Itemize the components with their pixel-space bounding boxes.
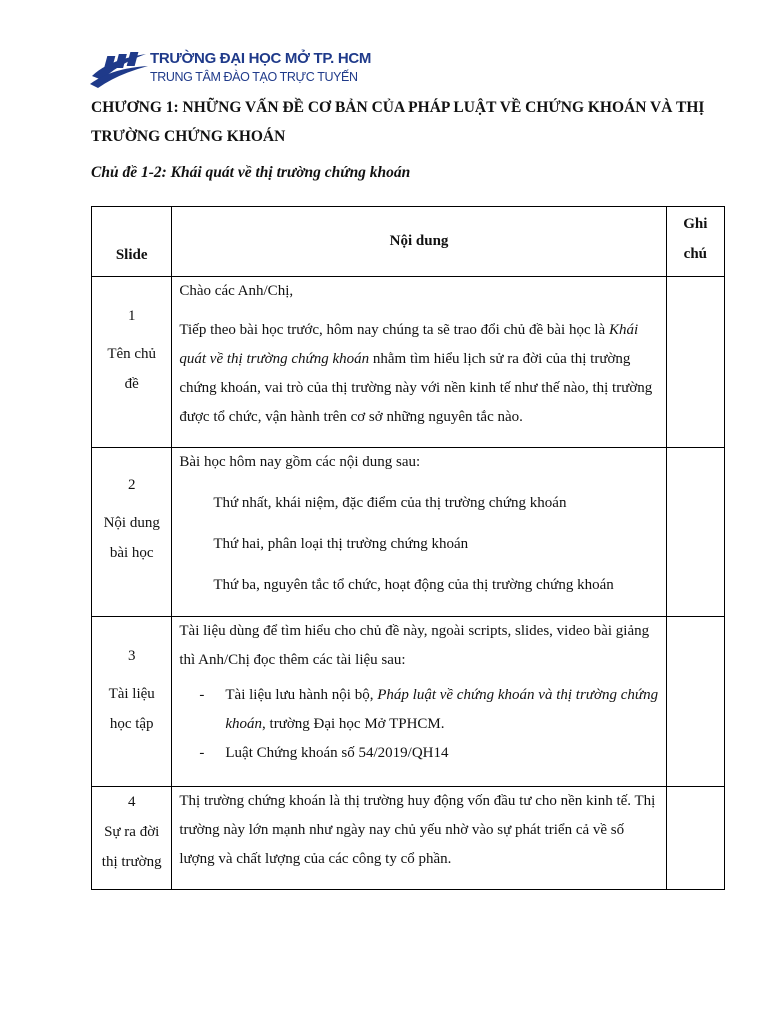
header-content-label: Nội dung [389,233,449,249]
book-wing-icon [88,46,150,92]
slide-name-line2: bài học [109,545,154,561]
slide-name-line1: Nội dung [103,515,160,531]
ref1-text-b: , trường Đại học Mở TPHCM. [262,716,445,732]
content-cell-3 [172,617,666,787]
table-row [92,617,725,787]
table-header-row [92,207,725,277]
ref1-text-a: Tài liệu lưu hành nội bộ, [225,687,378,703]
note-cell-2 [666,448,724,617]
content-item: Thứ nhất, khái niệm, đặc điểm của thị trường chứng khoán [213,495,567,511]
slide-name-line1: Tài liệu [108,686,155,702]
intro-text-a: Tiếp theo bài học trước, hôm nay chúng ta sẽ trao đổi chủ đề bài học là [179,322,609,338]
content-item: Thứ ba, nguyên tắc tổ chức, hoạt động của thị trường chứng khoán [213,577,614,593]
ref1-text-italic: Pháp luật về chứng khoán và thị trường chứng khoán [225,687,659,732]
slide-name-line1: Sự ra đời [104,824,160,840]
materials-intro: Tài liệu dùng để tìm hiểu cho chủ đề này, ngoài scripts, slides, video bài giảng thì Anh/Chị đọc thêm các tài liệu sau: [179,623,650,668]
slide-name-line2: học tập [109,716,154,732]
note-cell-3 [666,617,724,787]
header-note [666,207,724,277]
intro-text-b: nhằm tìm hiểu lịch sử ra đời của thị trường chứng khoán, vai trò của thị trường này với nền kinh tế như thế nào, thị trường được tổ chức, vận hành trên cơ sở những nguyên tắc nào. [179,351,653,425]
content-item: Thứ hai, phân loại thị trường chứng khoán [213,536,469,552]
slide-cell-3 [92,617,172,787]
note-cell-4 [666,787,724,890]
intro-paragraph [179,316,659,432]
chapter-title: CHƯƠNG 1: NHỮNG VẤN ĐỀ CƠ BẢN CỦA PHÁP LUẬT VỀ CHỨNG KHOÁN VÀ THỊ TRƯỜNG CHỨNG KHOÁN [91,99,705,145]
history-text: Thị trường chứng khoán là thị trường huy động vốn đầu tư cho nền kinh tế. Thị trường này lớn mạnh như ngày nay chủ yếu nhờ vào sự phát triển cả về số lượng và chất lượng của các công ty cổ phần. [179,793,656,867]
header-slide: Slide [92,207,172,277]
table-row [92,448,725,617]
materials-list [179,681,659,768]
header-note-line1: Ghi [683,216,708,232]
contents-intro: Bài học hôm nay gồm các nội dung sau: [179,454,421,470]
logo-center-name: TRUNG TÂM ĐÀO TẠO TRỰC TUYẾN [150,70,358,84]
slide-cell-2 [92,448,172,617]
greeting-text: Chào các Anh/Chị, [179,283,294,299]
content-cell-1 [172,277,666,448]
list-item [199,681,659,739]
slide-name-line2: thị trường [101,854,162,870]
table-row [92,277,725,448]
slide-cell-4 [92,787,172,890]
slide-number: 2 [127,477,136,493]
note-cell-1 [666,277,724,448]
topic-title: Chủ đề 1-2: Khái quát về thị trường chứng khoán [91,164,411,181]
logo-university-name: TRƯỜNG ĐẠI HỌC MỞ TP. HCM [150,50,372,67]
slide-number: 1 [127,308,136,324]
table-row [92,787,725,890]
university-logo [88,46,372,92]
lesson-table [91,206,725,890]
content-cell-4 [172,787,666,890]
intro-text-italic: Khái quát về thị trường chứng khoán [179,322,639,367]
slide-number: 3 [127,648,136,664]
slide-cell-1 [92,277,172,448]
content-cell-2 [172,448,666,617]
slide-name-line1: Tên chủ [107,346,157,362]
header-note-line2: chú [683,246,708,262]
slide-name-line2: đề [124,376,139,392]
list-item: - Luật Chứng khoán số 54/2019/QH14 [199,739,659,768]
slide-number: 4 [127,794,136,810]
header-content [172,207,666,277]
